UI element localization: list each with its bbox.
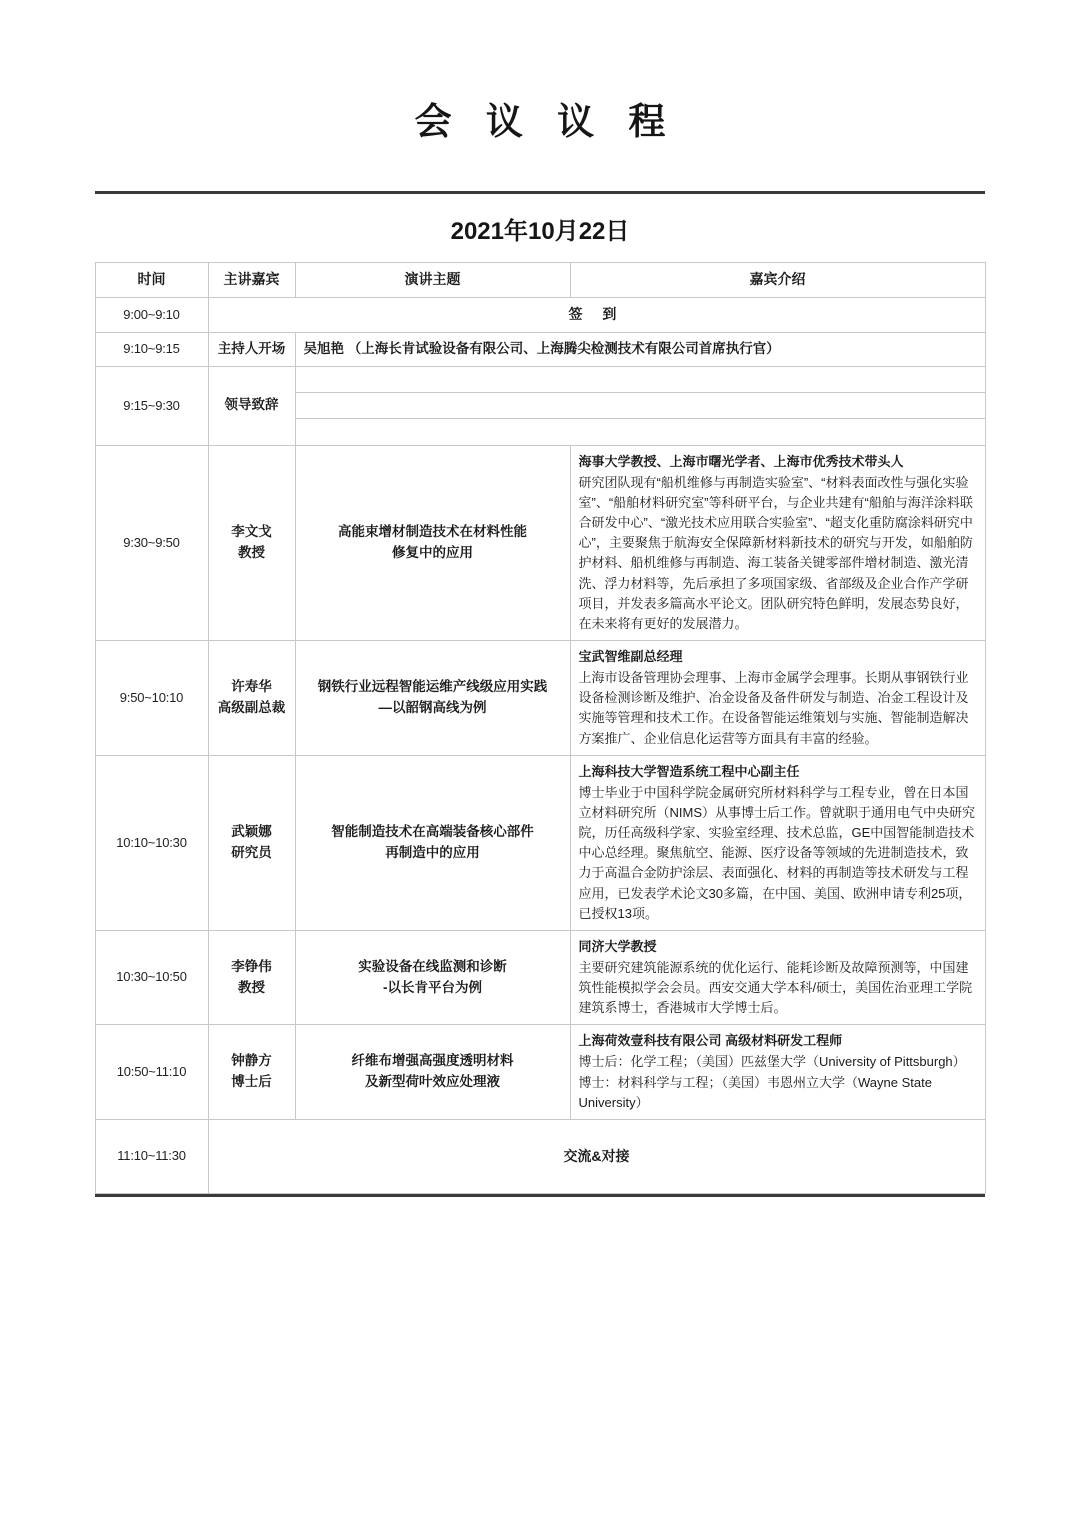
guest-title: 研究员	[231, 844, 272, 860]
cell-guest: 主持人开场	[208, 332, 295, 366]
column-header-guest: 主讲嘉宾	[208, 263, 295, 298]
cell-time: 9:00~9:10	[95, 298, 208, 333]
cell-time: 10:50~11:10	[95, 1025, 208, 1120]
cell-guest	[208, 445, 295, 640]
guest-title: 博士后	[231, 1074, 272, 1090]
bio-headline: 上海荷效壹科技有限公司 高级材料研发工程师	[578, 1033, 843, 1049]
table-header-row	[95, 263, 985, 298]
empty-subrow	[296, 393, 985, 419]
cell-merged-networking: 交流&对接	[208, 1119, 985, 1193]
table-row	[95, 298, 985, 333]
cell-time: 9:50~10:10	[95, 640, 208, 755]
column-header-bio: 嘉宾介绍	[570, 263, 985, 298]
table-divider-bottom	[95, 1194, 985, 1197]
guest-name: 许寿华	[231, 678, 272, 694]
guest-name: 李文戈	[231, 523, 272, 539]
guest-name: 武颖娜	[231, 823, 272, 839]
guest-title: 教授	[238, 544, 265, 560]
cell-bio	[570, 755, 985, 930]
table-row	[95, 930, 985, 1025]
empty-subrow	[296, 419, 985, 445]
bio-headline: 上海科技大学智造系统工程中心副主任	[578, 763, 800, 779]
guest-title: 教授	[238, 979, 265, 995]
cell-time: 9:10~9:15	[95, 332, 208, 366]
agenda-date: 2021年10月22日	[450, 218, 630, 246]
topic-line: 高能束增材制造技术在材料性能	[338, 523, 527, 539]
bio-headline: 宝武智维副总经理	[578, 648, 683, 664]
cell-topic	[295, 445, 570, 640]
cell-topic	[295, 755, 570, 930]
cell-time: 11:10~11:30	[95, 1119, 208, 1193]
signin-label: 签 到	[568, 306, 625, 323]
topic-line: 再制造中的应用	[385, 844, 480, 860]
table-row	[95, 640, 985, 755]
cell-topic	[295, 640, 570, 755]
cell-guest	[208, 755, 295, 930]
cell-empty-subrow-stack	[295, 366, 985, 445]
column-header-topic: 演讲主题	[295, 263, 570, 298]
cell-time: 9:15~9:30	[95, 366, 208, 445]
table-row	[95, 445, 985, 640]
table-row	[95, 1025, 985, 1120]
cell-time: 10:10~10:30	[95, 755, 208, 930]
cell-bio	[570, 445, 985, 640]
guest-name: 李铮伟	[231, 958, 272, 974]
topic-line: 实验设备在线监测和诊断	[358, 958, 507, 974]
bio-degree-line: 博士：材料科学与工程；（美国）韦恩州立大学（Wayne State University）	[578, 1074, 932, 1110]
cell-guest	[208, 1025, 295, 1120]
cell-guest	[208, 930, 295, 1025]
agenda-table	[95, 262, 986, 1194]
guest-name: 钟静方	[231, 1053, 272, 1069]
topic-line: 及新型荷叶效应处理液	[365, 1074, 500, 1090]
table-row	[95, 366, 985, 445]
topic-line: —以韶钢高线为例	[378, 699, 487, 715]
bio-body: 上海市设备管理协会理事、上海市金属学会理事。长期从事钢铁行业设备检测诊断及维护、冶金设备及备件研发与制造、冶金工程设计及实施等管理和技术工作。在设备智能运维策划与实施、智能制造解决方案推广、企业信息化运营等方面具有丰富的经验。	[578, 670, 969, 746]
cell-guest	[208, 640, 295, 755]
table-row	[95, 755, 985, 930]
page-title: 会 议 议 程	[414, 101, 678, 142]
cell-merged-signin	[208, 298, 985, 333]
bio-headline: 海事大学教授、上海市曙光学者、上海市优秀技术带头人	[578, 453, 904, 469]
cell-topic	[295, 930, 570, 1025]
cell-bio	[570, 930, 985, 1025]
cell-merged-host: 吴旭艳 （上海长肯试验设备有限公司、上海腾尖检测技术有限公司首席执行官）	[295, 332, 985, 366]
bio-body: 研究团队现有“船机维修与再制造实验室”、“材料表面改性与强化实验室”、“船舶材料研究室”等科研平台，与企业共建有“船舶与海洋涂料联合研发中心”、“激光技术应用联合实验室”、“超支化重防腐涂料研究中心”，主要聚焦于航海安全保障新材料新技术的研究与开发，如船舶防护材料、船机维修与再制造、海工装备关键零部件增材制造、激光清洗、浮力材料等，先后承担了多项国家级、省部级及企业合作产学研项目，并发表多篇高水平论文。团队研究特色鲜明，发展态势良好，在未来将有更好的发展潜力。	[578, 474, 973, 631]
cell-time: 9:30~9:50	[95, 445, 208, 640]
bio-body: 主要研究建筑能源系统的优化运行、能耗诊断及故障预测等，中国建筑性能模拟学会会员。西安交通大学本科/硕士，美国佐治亚理工学院建筑系博士，香港城市大学博士后。	[578, 959, 973, 1016]
cell-time: 10:30~10:50	[95, 930, 208, 1025]
table-row	[95, 1119, 985, 1193]
cell-topic	[295, 1025, 570, 1120]
cell-bio	[570, 640, 985, 755]
bio-headline: 同济大学教授	[578, 938, 657, 954]
table-row	[95, 332, 985, 366]
topic-line: 修复中的应用	[392, 544, 473, 560]
topic-line: 纤维布增强高强度透明材料	[351, 1053, 514, 1069]
bio-degree-line: 博士后：化学工程；（美国）匹兹堡大学（University of Pittsburgh）	[578, 1054, 966, 1070]
cell-guest: 领导致辞	[208, 366, 295, 445]
bio-body: 博士毕业于中国科学院金属研究所材料科学与工程专业，曾在日本国立材料研究所（NIMS）从事博士后工作。曾就职于通用电气中央研究院，历任高级科学家、实验室经理、技术总监，GE中国智能制造技术中心总经理。聚焦航空、能源、医疗设备等领域的先进制造技术，致力于高温合金防护涂层、表面强化、材料的再制造等技术研发与工程应用，已发表学术论文30多篇，在中国、美国、欧洲申请专利25项，已授权13项。	[578, 784, 976, 921]
empty-subrow	[296, 367, 985, 393]
cell-bio	[570, 1025, 985, 1120]
guest-title: 高级副总裁	[217, 699, 286, 715]
topic-line: 智能制造技术在高端装备核心部件	[331, 823, 534, 839]
topic-line: 钢铁行业远程智能运维产线级应用实践	[317, 678, 548, 694]
column-header-time: 时间	[95, 263, 208, 298]
topic-line: -以长肯平台为例	[383, 979, 482, 995]
